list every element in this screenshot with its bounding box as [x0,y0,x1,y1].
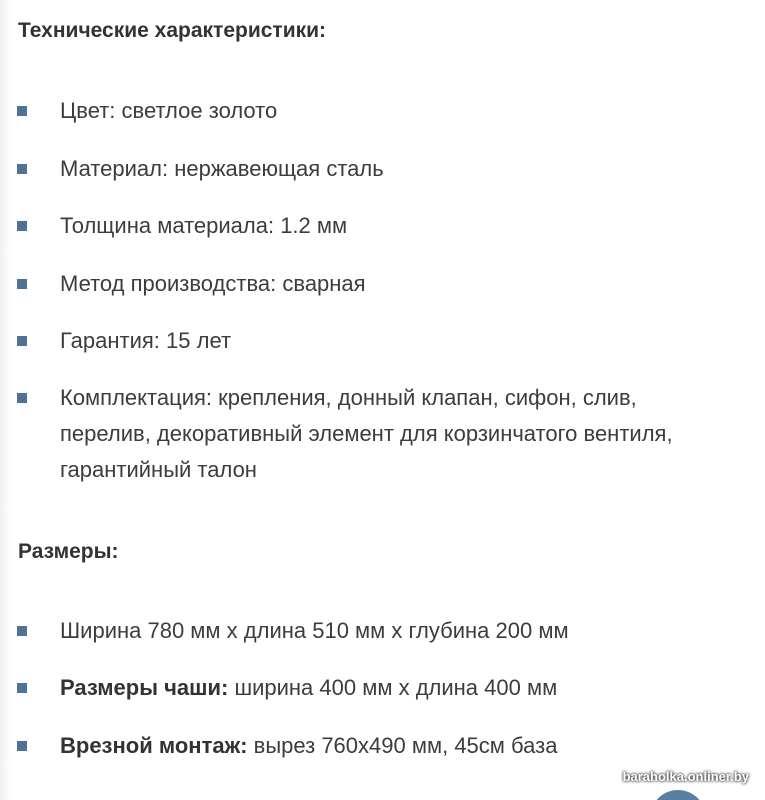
list-item [0,151,720,187]
bullet-square-icon [17,164,27,174]
list-item-label: Врезной монтаж: [60,733,248,758]
list-item-text: Метод производства: сварная [60,271,366,296]
scroll-button[interactable] [650,790,706,800]
bullet-square-icon [17,683,27,693]
list-item [0,208,720,244]
list-item-value: вырез 760х490 мм, 45см база [247,733,558,758]
list-item-text: Цвет: светлое золото [60,98,278,123]
list-item-value: ширина 400 мм х длина 400 мм [228,675,558,700]
list-item-text [60,728,720,764]
list-item [0,266,720,302]
bullet-square-icon [17,741,27,751]
bullet-square-icon [17,221,27,231]
list-item-text: Гарантия: 15 лет [60,328,232,353]
list-item-label: Размеры чаши: [60,675,229,700]
list-item [0,728,720,764]
list-item [0,670,720,706]
list-item-text: Комплектация: крепления, донный клапан, сифон, слив, перелив, декоративный элемент для корзинчатого вентиля, гарантийный талон [60,385,673,482]
list-item [0,380,720,488]
list-item [0,323,720,359]
bullet-square-icon [17,279,27,289]
bullet-square-icon [17,106,27,116]
specs-heading: Технические характеристики: [18,19,327,42]
watermark-text: baraholka.onliner.by [622,769,749,784]
list-item-text [60,670,720,706]
bullet-square-icon [17,393,27,403]
list-item [0,613,720,649]
list-item-text: Толщина материала: 1.2 мм [60,213,348,238]
dimensions-heading: Размеры: [18,540,119,563]
list-item-text: Ширина 780 мм х длина 510 мм х глубина 200 мм [60,618,569,643]
bullet-square-icon [17,336,27,346]
bullet-square-icon [17,626,27,636]
list-item-text: Материал: нержавеющая сталь [60,156,384,181]
list-item [0,93,720,129]
